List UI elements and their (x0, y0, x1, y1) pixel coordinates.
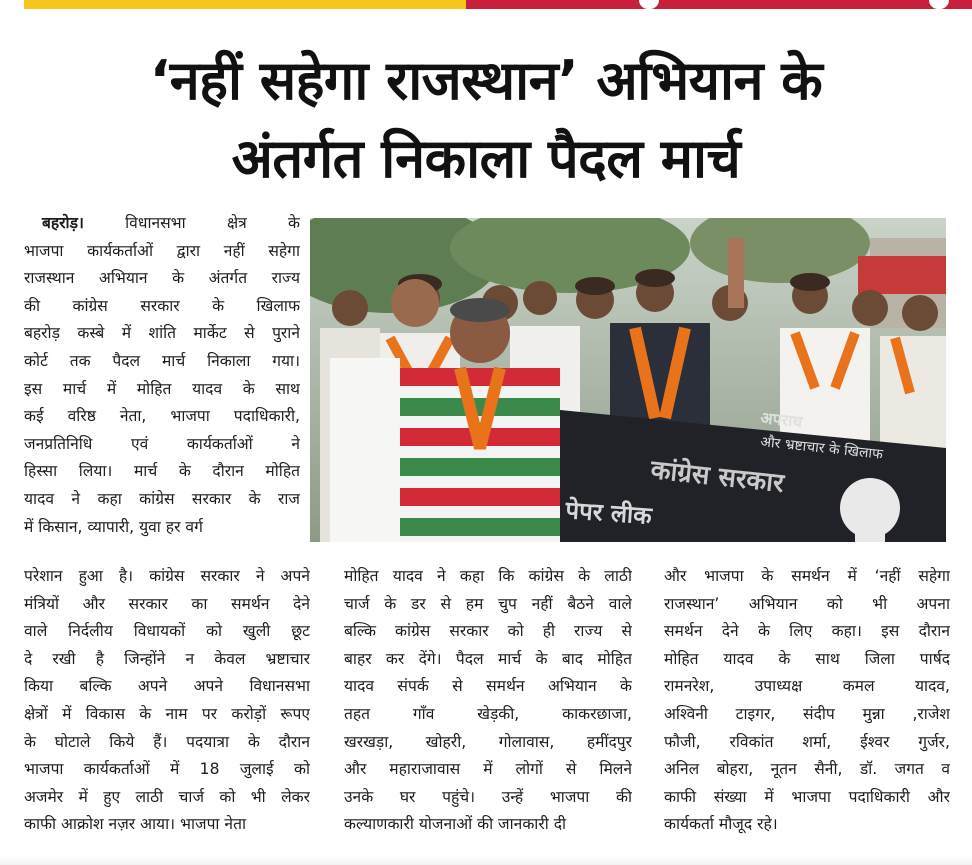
article-line: अजमेर में हुए लाठी चार्ज को भी लेकर (24, 787, 310, 806)
article-line-text: विधानसभा क्षेत्र के (83, 214, 300, 232)
article-line: में किसान, व्यापारी, युवा हर वर्ग (24, 517, 203, 536)
banner-text-3: और भ्रष्टाचार के खिलाफ (759, 434, 884, 463)
article-line: मोहित यादव के साथ जिला पार्षद (664, 649, 950, 668)
article-line: तहत गाँव खेड़की, काकरछाजा, (344, 704, 632, 723)
article-line: भाजपा कार्यकर्ताओं द्वारा नहीं सहेगा (24, 241, 300, 260)
article-line: समर्थन देने के लिए कहा। इस दौरान (664, 622, 950, 641)
article-line: रामनरेश, उपाध्यक्ष कमल यादव, (664, 677, 950, 696)
article-line: जनप्रतिनिधि एवं कार्यकर्ताओं ने (24, 434, 300, 453)
article-line: बल्कि कांग्रेस सरकार को ही राज्य से (344, 622, 632, 641)
article-line: यादव संपर्क से समर्थन अभियान के (344, 677, 632, 696)
article-line: फौजी, रविकांत शर्मा, ईश्वर गुर्जर, (664, 732, 950, 751)
article-line: बाहर कर देंगे। पैदल मार्च के बाद मोहित (344, 649, 632, 668)
article-line: काफी संख्या में भाजपा पदाधिकारी और (664, 787, 950, 806)
article-line: राजस्थान अभियान के अंतर्गत राज्य (24, 269, 300, 288)
article-line: कल्याणकारी योजनाओं की जानकारी दी (344, 815, 567, 834)
article-line: मंत्रियों और सरकार का समर्थन देने (24, 594, 310, 613)
masthead-bar-red (466, 0, 972, 9)
article-column-3 (664, 563, 950, 839)
banner-text-1: कांग्रेस सरकार (649, 455, 786, 499)
article-line: अश्विनी टाइगर, संदीप मुन्ना ,राजेश (664, 704, 950, 723)
masthead-bar-yellow (24, 0, 466, 9)
article-photo (310, 218, 946, 542)
article-line: कार्यकर्ता मौजूद रहे। (664, 815, 778, 834)
page-bottom-edge (0, 856, 972, 865)
article-line: खरखड़ा, खोहरी, गोलावास, हमींदपुर (344, 732, 632, 751)
article-line: उनके घर पहुंचे। उन्हें भाजपा की (344, 787, 632, 806)
article-line: और महाराजावास में लोगों से मिलने (344, 760, 632, 779)
article-line: अनिल बोहरा, नूतन सैनी, डॉ. जगत व (664, 760, 950, 779)
article-line: कोर्ट तक पैदल मार्च निकाला गया। (24, 351, 300, 370)
article-line: बहरोड़ कस्बे में शांति मार्केट से पुराने (24, 324, 300, 343)
article-line: दे रखी है जिन्होंने न केवल भ्रष्टाचार (24, 649, 310, 668)
headline-line-1: ‘नहीं सहेगा राजस्थान’ अभियान के (149, 49, 823, 112)
article-line: चार्ज के डर से हम चुप नहीं बैठने वाले (344, 594, 632, 613)
article-column-1-top (24, 210, 300, 541)
article-line: काफी आक्रोश नज़र आया। भाजपा नेता (24, 815, 246, 834)
article-line: और भाजपा के समर्थन में ‘नहीं सहेगा (664, 567, 950, 585)
masthead-color-bar (24, 0, 972, 9)
article-column-2 (344, 563, 632, 839)
article-line: किया बल्कि अपने अपने विधानसभा (24, 677, 310, 696)
article-line: इस मार्च में मोहित यादव के साथ (24, 379, 300, 398)
article-line: की कांग्रेस सरकार के खिलाफ (24, 296, 300, 315)
article-headline (10, 42, 962, 198)
article-line: भाजपा कार्यकर्ताओं में 18 जुलाई को (24, 760, 310, 779)
article-line: वाले निर्दलीय विधायकों को खुली छूट (24, 622, 310, 641)
article-line: हिस्सा लिया। मार्च के दौरान मोहित (24, 462, 300, 481)
banner-text-2: पेपर लीक (564, 496, 653, 531)
march-photo-icon (310, 218, 946, 542)
article-line: यादव ने कहा कांग्रेस सरकार के राज (24, 489, 300, 508)
article-line: क्षेत्रों में विकास के नाम पर करोड़ों रूपए (24, 704, 310, 723)
article-line: राजस्थान’ अभियान को भी अपना (664, 594, 950, 613)
article-line: के घोटाले किये हैं। पदयात्रा के दौरान (24, 732, 310, 751)
headline-line-2: अंतर्गत निकाला पैदल मार्च (231, 127, 741, 190)
banner-text-0: अपराध (759, 408, 804, 432)
article-line (24, 210, 300, 238)
article-line: परेशान हुआ है। कांग्रेस सरकार ने अपने (24, 567, 310, 585)
article-column-1-bottom (24, 563, 310, 839)
article-dateline: बहरोड़। (42, 214, 84, 232)
article-line: कई वरिष्ठ नेता, भाजपा पदाधिकारी, (24, 407, 300, 426)
article-line: मोहित यादव ने कहा कि कांग्रेस के लाठी (344, 567, 632, 585)
